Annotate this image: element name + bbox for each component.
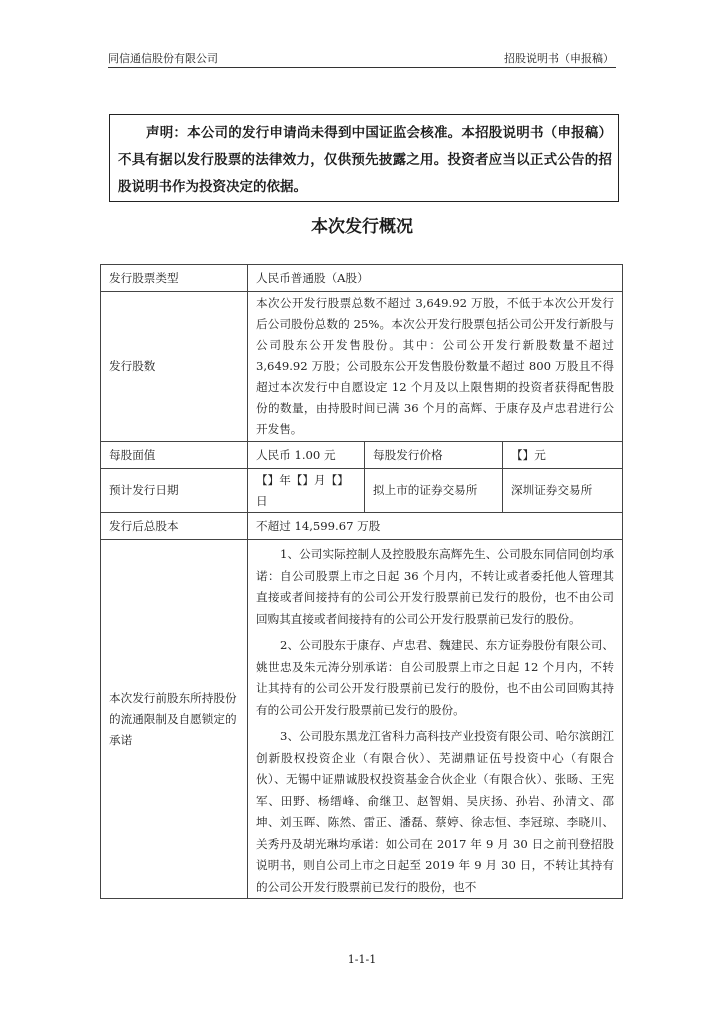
total-shares-value: 不超过 14,599.67 万股: [248, 513, 623, 540]
issue-date-value: 【】年【】月【】日: [248, 469, 365, 513]
stock-type-label: 发行股票类型: [101, 265, 248, 292]
stock-type-value: 人民币普通股（A股）: [248, 265, 623, 292]
header-doc-title: 招股说明书（申报稿）: [504, 52, 614, 65]
table-row: [101, 540, 623, 899]
lockup-paragraph-2: 2、公司股东于康存、卢忠君、魏建民、东方证券股份有限公司、姚世忠及朱元涛分别承诺：自公司股票上市之日起 12 个月内，不转让其持有的公司公开发行股票前已发行的股份，也不由公司回购其持有的公司公开发行股票前已发行的股份。: [256, 638, 615, 717]
issue-date-label: 预计发行日期: [101, 469, 248, 513]
total-shares-label: 发行后总股本: [101, 513, 248, 540]
shares-label: 发行股数: [101, 292, 248, 442]
table-row: [101, 265, 623, 292]
lockup-commitments: [248, 540, 623, 899]
lockup-paragraph-1: 1、公司实际控制人及控股股东高辉先生、公司股东同信同创均承诺：自公司股票上市之日起 36 个月内，不转让或者委托他人管理其直接或者间接持有的公司公开发行股票前已发行的股份，也不由公司回购其直接或者间接持有的公司公开发行股票前已发行的股份。: [256, 547, 615, 626]
shares-value: 本次公开发行股票总数不超过 3,649.92 万股，不低于本次公开发行后公司股份总数的 25%。本次公开发行股票包括公司公开发行新股与公司股东公开发售股份。其中：公司公开发行新股数量不超过 3,649.92 万股；公司股东公开发售股份数量不超过 800 万股且不得超过本次发行中自愿设定 12 个月及以上限售期的投资者获得配售股份的数量，由持股时间已满 36 个月的高辉、于康存及卢忠君进行公开发售。: [248, 292, 623, 442]
disclaimer-box: 声明：本公司的发行申请尚未得到中国证监会核准。本招股说明书（申报稿）不具有据以发行股票的法律效力，仅供预先披露之用。投资者应当以正式公告的招股说明书作为投资决定的依据。: [109, 114, 619, 202]
table-row: [101, 442, 623, 469]
issue-price-value: 【】元: [503, 442, 623, 469]
lockup-paragraph-3: 3、公司股东黑龙江省科力高科技产业投资有限公司、哈尔滨朗江创新股权投资企业（有限合伙）、芜湖鼎证伍号投资中心（有限合伙）、无锡中证鼎诚股权投资基金合伙企业（有限合伙）、张旸、王宪军、田野、杨缙峰、俞继卫、赵智娟、吴庆扬、孙岩、孙清文、邵坤、刘玉晖、陈然、雷正、潘磊、蔡婷、徐志恒、李冠琼、李晓川、关秀丹及胡光琳均承诺：如公司在 2017 年 9 月 30 日之前刊登招股说明书，则自公司上市之日起至 2019 年 9 月 30 日，不转让其持有的公司公开发行股票前已发行的股份，也不: [256, 729, 615, 894]
table-row: [101, 513, 623, 540]
table-row: [101, 469, 623, 513]
header-company: 同信通信股份有限公司: [108, 52, 218, 65]
page-header: [108, 52, 616, 68]
section-title: 本次发行概况: [311, 217, 413, 237]
table-row: [101, 292, 623, 442]
exchange-value: 深圳证券交易所: [503, 469, 623, 513]
exchange-label: 拟上市的证券交易所: [365, 469, 503, 513]
par-value-label: 每股面值: [101, 442, 248, 469]
issue-price-label: 每股发行价格: [365, 442, 503, 469]
page-number: 1-1-1: [347, 953, 377, 966]
par-value-value: 人民币 1.00 元: [248, 442, 365, 469]
lockup-label: 本次发行前股东所持股份的流通限制及自愿锁定的承诺: [101, 540, 248, 899]
offering-overview-table: [100, 264, 623, 899]
